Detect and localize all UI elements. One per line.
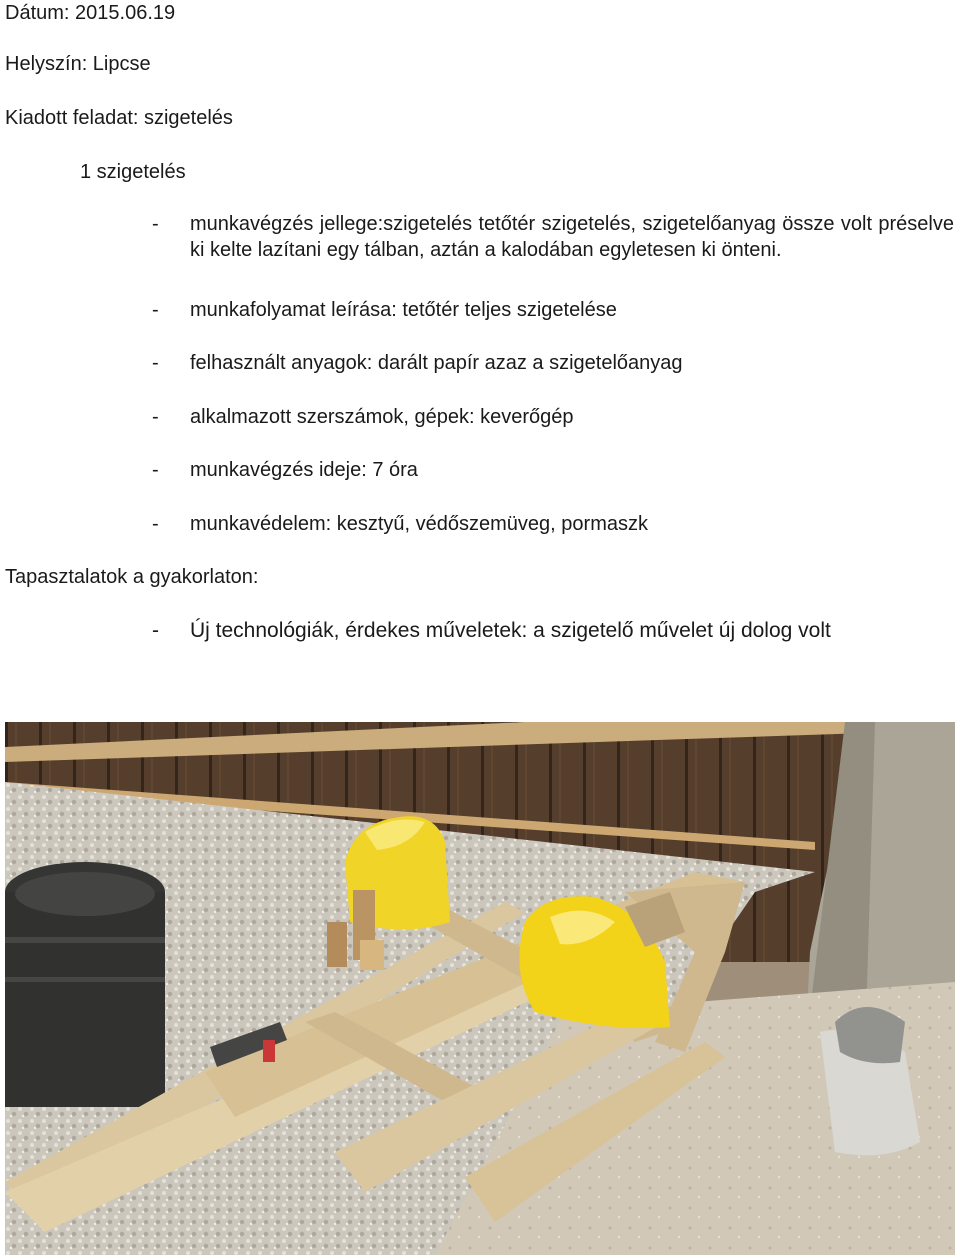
experience-heading: Tapasztalatok a gyakorlaton: bbox=[5, 566, 259, 588]
bullet-dash: - bbox=[152, 459, 159, 481]
list-item-text: munkafolyamat leírása: tetőtér teljes szigetelése bbox=[190, 299, 617, 321]
bullet-dash: - bbox=[152, 619, 159, 642]
bullet-dash: - bbox=[152, 352, 159, 374]
task-line: Kiadott feladat: szigetelés bbox=[5, 107, 233, 129]
list-item-text: alkalmazott szerszámok, gépek: keverőgép bbox=[190, 406, 574, 428]
list-item-text: munkavégzés ideje: 7 óra bbox=[190, 459, 418, 481]
list-item-text: munkavégzés jellege:szigetelés tetőtér szigetelés, szigetelőanyag össze volt préselve ki kelte lazítani egy tálban, aztán a kalodában egyletesen ki önteni. bbox=[190, 213, 954, 261]
list-item-text: Új technológiák, érdekes műveletek: a szigetelő művelet új dolog volt bbox=[190, 619, 831, 642]
bullet-dash: - bbox=[152, 299, 159, 321]
list-item-text: felhasznált anyagok: darált papír azaz a szigetelőanyag bbox=[190, 352, 683, 374]
section-heading: 1 szigetelés bbox=[80, 161, 186, 183]
bullet-dash: - bbox=[152, 406, 159, 428]
list-item-text: munkavédelem: kesztyű, védőszemüveg, pormaszk bbox=[190, 513, 648, 535]
bullet-dash: - bbox=[152, 213, 159, 235]
bullet-dash: - bbox=[152, 513, 159, 535]
attic-insulation-photo bbox=[5, 722, 955, 1255]
location-line: Helyszín: Lipcse bbox=[5, 53, 151, 75]
date-line: Dátum: 2015.06.19 bbox=[5, 2, 176, 24]
